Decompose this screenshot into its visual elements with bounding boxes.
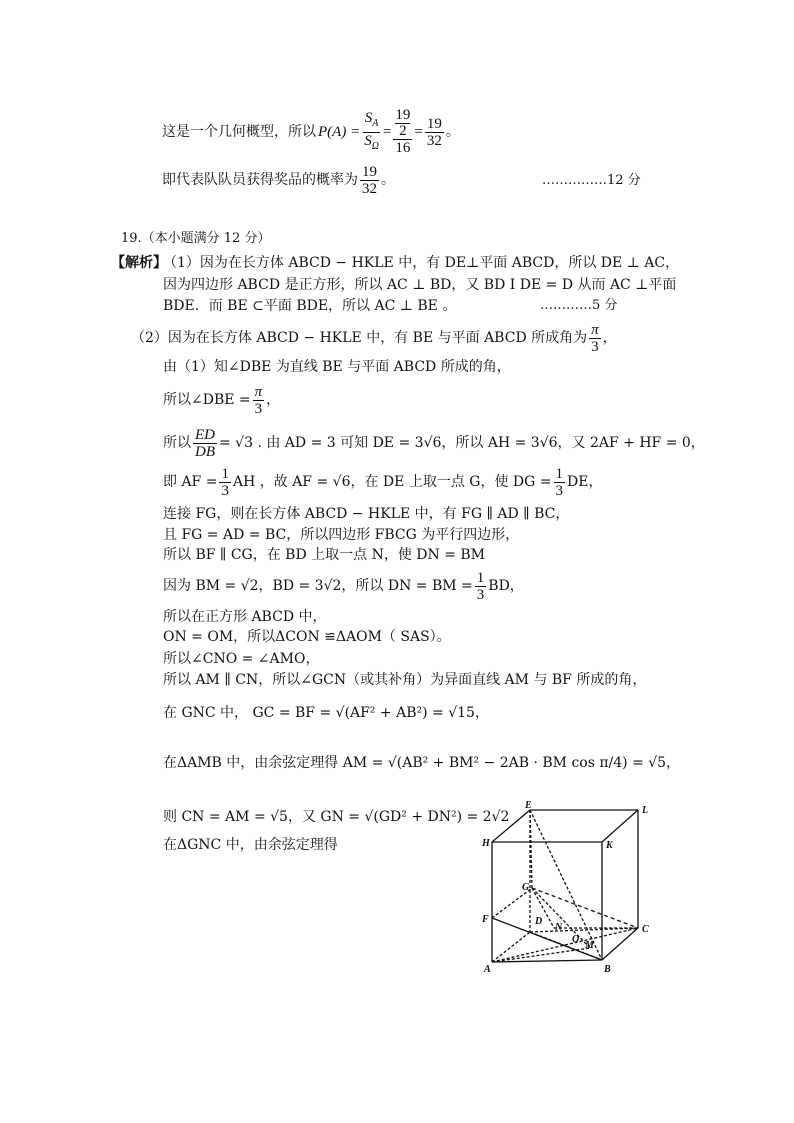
- part2-line1: （2）因为在长方体 ABCD − HKLE 中，有 BE 与平面 ABCD 所成角为 $\frac{\pi}{3}$ ，: [131, 321, 617, 355]
- score-12: ……………12 分: [542, 173, 641, 188]
- geom-model-line: 这是一个几何概型，所以 P(A) = $\frac{S_A}{S_\Omega}$ = 19 2 16 = $\frac{19}{32}$ 。: [162, 107, 460, 156]
- part2-line8: 所以 BF ∥ CG，在 BD 上取一点 N，使 DN = BM: [163, 547, 486, 563]
- part1-line1: （1）因为在长方体 ABCD − HKLE 中，有 DE⊥平面 ABCD，所以 DE ⊥ AC，: [163, 255, 680, 271]
- part1-line3: BDE．而 BE ⊂平面 BDE，所以 AC ⊥ BE 。: [163, 298, 457, 314]
- probability-line: 即代表队队员获得奖品的概率为 $\frac{19}{32}$ 。: [162, 163, 395, 197]
- problem-19-header: 19.（本小题满分 12 分）: [121, 231, 271, 246]
- part2-line4: 所以 $\frac{ED}{DB}$ = √3 . 由 AD = 3 可知 DE = 3√6，所以 AH = 3√6，又 2AF + HF = 0，: [163, 426, 705, 460]
- label-e: E: [525, 800, 532, 811]
- label-b: B: [604, 964, 611, 975]
- label-g: G: [522, 882, 530, 893]
- label-f: F: [482, 914, 489, 925]
- part2-line7: 且 FG = AD = BC，所以四边形 FBCG 为平行四边形，: [163, 527, 520, 543]
- part2-line6: 连接 FG，则在长方体 ABCD − HKLE 中，有 FG ∥ AD ∥ BC，: [163, 506, 570, 522]
- part2-line12: 所以∠CNO = ∠AMO，: [163, 651, 320, 667]
- part2-line10: 所以在正方形 ABCD 中，: [163, 609, 327, 625]
- label-o: O: [572, 934, 580, 945]
- label-n: N: [555, 922, 563, 933]
- geom-text: 这是一个几何概型，所以: [162, 124, 316, 140]
- label-h: H: [482, 838, 490, 849]
- label-a: A: [484, 964, 491, 975]
- nested-fraction: 19 2 16: [395, 107, 411, 156]
- sa-over-so-fraction: $\frac{S_A}{S_\Omega}$: [364, 109, 379, 152]
- label-k: K: [606, 840, 613, 851]
- part2-line2: 由（1）知∠DBE 为直线 BE 与平面 ABCD 所成的角，: [163, 359, 511, 375]
- geom-formula: P(A) =: [318, 124, 361, 140]
- part2-line13: 所以 AM ∥ CN，所以∠GCN（或其补角）为异面直线 AM 与 BF 所成的角，: [163, 672, 647, 688]
- label-m: M: [585, 940, 594, 951]
- part2-line5: 即 AF = $\frac{1}{3}$ AH ，故 AF = √6，在 DE 上取一点 G，使 DG = $\frac{1}{3}$ DE，: [163, 465, 603, 499]
- jiexi-label: 【解析】: [111, 255, 167, 271]
- label-d: D: [535, 916, 543, 927]
- part2-line11: ON = OM，所以ΔCON ≌ΔAOM（ SAS）。: [163, 629, 451, 645]
- cuboid-figure: [478, 800, 658, 978]
- part2-line15: 在ΔAMB 中，由余弦定理得 AM = √(AB² + BM² − 2AB · BM cos π/4) = √5，: [163, 755, 681, 771]
- part2-line17: 在ΔGNC 中，由余弦定理得: [163, 837, 338, 853]
- part1-line2: 因为四边形 ABCD 是正方形，所以 AC ⊥ BD，又 BD I DE = D 从而 AC ⊥平面: [163, 277, 677, 293]
- part2-line3: 所以∠DBE = $\frac{\pi}{3}$ ，: [163, 383, 281, 417]
- result-fraction: $\frac{19}{32}$: [426, 115, 442, 149]
- part2-line14: 在 GNC 中， GC = BF = √(AF² + AB²) = √15，: [163, 705, 489, 721]
- part2-line9: 因为 BM = √2，BD = 3√2，所以 DN = BM = $\frac{1}{3}$ BD，: [163, 569, 524, 603]
- part2-line16: 则 CN = AM = √5，又 GN = √(GD² + DN²) = 2√2: [163, 809, 510, 825]
- score-5: …………5 分: [540, 298, 618, 313]
- label-c: C: [642, 924, 649, 935]
- label-l: L: [642, 805, 649, 816]
- probability-fraction: $\frac{19}{32}$: [362, 163, 377, 197]
